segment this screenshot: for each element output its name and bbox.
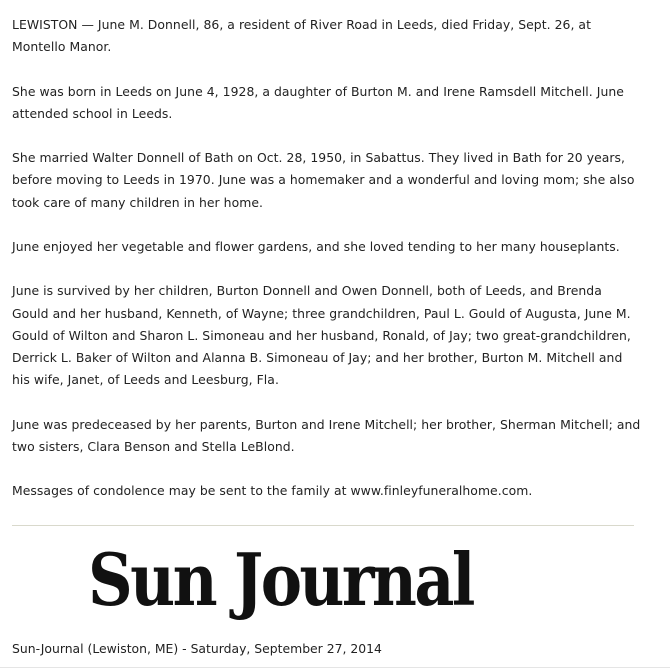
- paragraph-condolences: Messages of condolence may be sent to the family at www.finleyfuneralhome.com.: [12, 483, 533, 499]
- bottom-divider: [0, 667, 670, 668]
- newspaper-logo: Sun Journal: [88, 537, 473, 622]
- publication-source-line: Sun-Journal (Lewiston, ME) - Saturday, September 27, 2014: [12, 641, 382, 656]
- paragraph-hobbies: June enjoyed her vegetable and flower gardens, and she loved tending to her many houseplants.: [12, 238, 620, 254]
- paragraph-marriage: She married Walter Donnell of Bath on Oct. 28, 1950, in Sabattus. They lived in Bath for 20 years, before moving to Leeds in 1970. June was a homemaker and a wonderful and loving mom; she also took care of many children in her home.: [12, 150, 635, 210]
- paragraph-predeceased: June was predeceased by her parents, Burton and Irene Mitchell; her brother, Sherman Mitchell; and two sisters, Clara Benson and Stella LeBlond.: [12, 416, 641, 454]
- paragraph-survivors: June is survived by her children, Burton Donnell and Owen Donnell, both of Leeds, and Brenda Gould and her husband, Kenneth, of Wayne; three grandchildren, Paul L. Gould of Augusta, June M. Gould of Wilton and Sharon L. Simoneau and her husband, Ronald, of Jay; two great-grandchildren, Derrick L. Baker of Wilton and Alanna B. Simoneau of Jay; and her brother, Burton M. Mitchell and his wife, Janet, of Leeds and Leesburg, Fla.: [12, 283, 631, 388]
- paragraph-birth: She was born in Leeds on June 4, 1928, a daughter of Burton M. and Irene Ramsdell Mitchell. June attended school in Leeds.: [12, 83, 624, 121]
- paragraph-death-notice: LEWISTON — June M. Donnell, 86, a resident of River Road in Leeds, died Friday, Sept. 26, at Montello Manor.: [12, 17, 591, 55]
- obituary-text: [12, 14, 642, 525]
- section-divider: [12, 525, 634, 526]
